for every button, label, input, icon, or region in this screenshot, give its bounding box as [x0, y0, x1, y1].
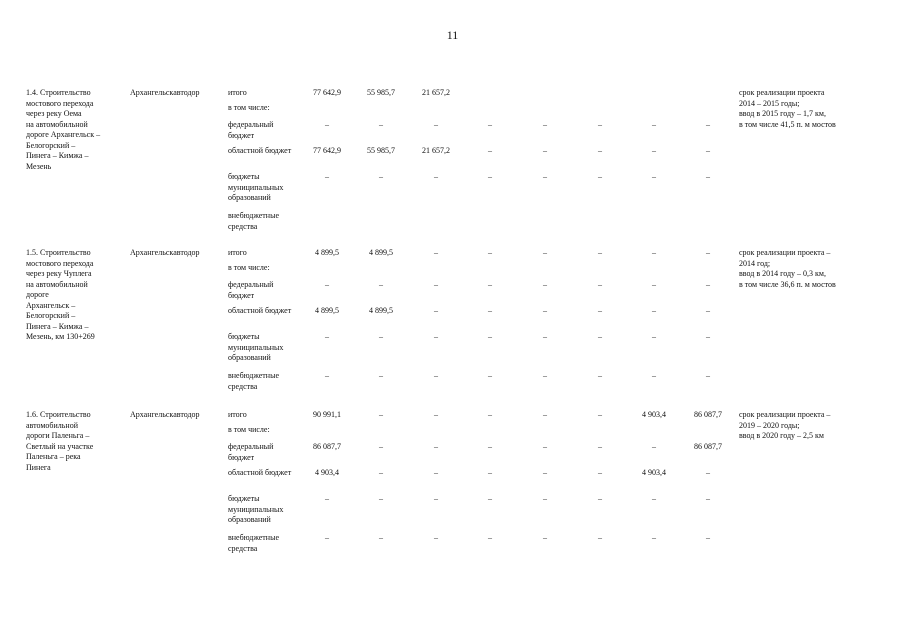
funding-source-label: бюджеты муниципальных образований	[228, 172, 284, 202]
value-cell: 86 087,7	[313, 442, 341, 451]
funding-source-label: в том числе:	[228, 425, 270, 434]
value-cell: –	[652, 371, 656, 380]
value-cell: 4 903,4	[315, 468, 339, 477]
value-cell: –	[652, 248, 656, 257]
value-cell: –	[325, 332, 329, 341]
funding-source-label: областной бюджет	[228, 468, 292, 477]
measure-name: 1.4. Строительство мостового перехода через реку Оема на автомобильной дороге Архангельск – Белогорский – Пинега – Кимжа – Мезень	[26, 88, 101, 171]
value-cell: –	[543, 280, 547, 289]
value-cell: –	[379, 533, 383, 542]
value-cell: –	[434, 306, 438, 315]
value-cell: –	[379, 280, 383, 289]
value-cell: –	[434, 442, 438, 451]
value-cell: –	[652, 533, 656, 542]
value-cell: –	[434, 410, 438, 419]
value-cell: –	[434, 533, 438, 542]
value-cell: –	[706, 371, 710, 380]
measure-name: 1.6. Строительство автомобильной дороги Паленьга – Светлый на участке Паленьга – река Пинега	[26, 410, 94, 472]
value-cell: –	[598, 146, 602, 155]
value-cell: –	[706, 146, 710, 155]
value-cell: –	[488, 280, 492, 289]
value-cell: –	[325, 371, 329, 380]
value-cell: –	[598, 494, 602, 503]
value-cell: –	[325, 280, 329, 289]
value-cell: –	[379, 442, 383, 451]
funding-source-label: бюджеты муниципальных образований	[228, 332, 284, 362]
executor: Архангельскавтодор	[130, 410, 200, 419]
page-number: 11	[446, 28, 459, 42]
value-cell: –	[434, 468, 438, 477]
value-cell: –	[488, 442, 492, 451]
value-cell: –	[488, 146, 492, 155]
value-cell: –	[652, 146, 656, 155]
value-cell: –	[598, 468, 602, 477]
value-cell: –	[706, 280, 710, 289]
value-cell: 86 087,7	[694, 410, 722, 419]
funding-source-label: федеральный бюджет	[228, 120, 274, 140]
value-cell: –	[325, 172, 329, 181]
value-cell: –	[379, 172, 383, 181]
funding-source-label: внебюджетные средства	[228, 211, 279, 231]
value-cell: –	[379, 494, 383, 503]
funding-source-label: в том числе:	[228, 263, 270, 272]
value-cell: –	[706, 468, 710, 477]
funding-source-label: итого	[228, 88, 247, 97]
value-cell: –	[652, 332, 656, 341]
value-cell: –	[488, 533, 492, 542]
value-cell: 4 903,4	[642, 410, 666, 419]
funding-source-label: в том числе:	[228, 103, 270, 112]
value-cell: –	[488, 306, 492, 315]
value-cell: –	[706, 533, 710, 542]
value-cell: 55 985,7	[367, 88, 395, 97]
value-cell: –	[543, 468, 547, 477]
value-cell: –	[543, 494, 547, 503]
value-cell: –	[434, 172, 438, 181]
funding-source-label: внебюджетные средства	[228, 533, 279, 553]
value-cell: –	[434, 371, 438, 380]
value-cell: –	[598, 442, 602, 451]
value-cell: –	[488, 410, 492, 419]
funding-source-label: федеральный бюджет	[228, 442, 274, 462]
value-cell: –	[379, 410, 383, 419]
value-cell: –	[543, 306, 547, 315]
value-cell: –	[543, 172, 547, 181]
funding-source-label: внебюджетные средства	[228, 371, 279, 391]
value-cell: –	[543, 146, 547, 155]
value-cell: –	[598, 533, 602, 542]
executor: Архангельскавтодор	[130, 88, 200, 97]
value-cell: –	[379, 468, 383, 477]
value-cell: –	[379, 332, 383, 341]
value-cell: 90 991,1	[313, 410, 341, 419]
funding-source-label: федеральный бюджет	[228, 280, 274, 300]
value-cell: –	[434, 120, 438, 129]
value-cell: –	[379, 120, 383, 129]
value-cell: –	[543, 442, 547, 451]
value-cell: –	[652, 172, 656, 181]
value-cell: –	[598, 371, 602, 380]
value-cell: 4 899,5	[315, 248, 339, 257]
value-cell: –	[434, 280, 438, 289]
project-note: срок реализации проекта – 2014 год; ввод в 2014 году – 0,3 км, в том числе 36,6 п. м мостов	[739, 248, 836, 289]
funding-source-label: областной бюджет	[228, 146, 292, 155]
value-cell: –	[598, 332, 602, 341]
value-cell: –	[488, 120, 492, 129]
value-cell: 4 899,5	[369, 306, 393, 315]
value-cell: –	[543, 120, 547, 129]
value-cell: 21 657,2	[422, 146, 450, 155]
value-cell: 77 642,9	[313, 146, 341, 155]
value-cell: –	[434, 332, 438, 341]
value-cell: –	[598, 306, 602, 315]
value-cell: –	[543, 533, 547, 542]
value-cell: 4 899,5	[369, 248, 393, 257]
value-cell: –	[598, 280, 602, 289]
value-cell: 4 899,5	[315, 306, 339, 315]
value-cell: –	[543, 371, 547, 380]
value-cell: 55 985,7	[367, 146, 395, 155]
value-cell: –	[325, 120, 329, 129]
funding-source-label: областной бюджет	[228, 306, 292, 315]
value-cell: –	[543, 410, 547, 419]
value-cell: –	[488, 468, 492, 477]
value-cell: 77 642,9	[313, 88, 341, 97]
project-note: срок реализации проекта 2014 – 2015 годы; ввод в 2015 году – 1,7 км, в том числе 41,5 п. м мостов	[739, 88, 836, 129]
value-cell: –	[488, 172, 492, 181]
value-cell: –	[325, 494, 329, 503]
value-cell: –	[488, 494, 492, 503]
value-cell: –	[598, 410, 602, 419]
value-cell: –	[598, 248, 602, 257]
funding-source-label: итого	[228, 248, 247, 257]
value-cell: –	[325, 533, 329, 542]
value-cell: –	[379, 371, 383, 380]
value-cell: –	[488, 332, 492, 341]
value-cell: –	[706, 120, 710, 129]
value-cell: 86 087,7	[694, 442, 722, 451]
funding-source-label: итого	[228, 410, 247, 419]
measure-name: 1.5. Строительство мостового перехода через реку Чуплега на автомобильной дороге Архангельск – Белогорский – Пинега – Кимжа – Мезень, км 130+269	[26, 248, 95, 341]
value-cell: –	[543, 332, 547, 341]
value-cell: –	[598, 172, 602, 181]
value-cell: 21 657,2	[422, 88, 450, 97]
project-note: срок реализации проекта – 2019 – 2020 годы; ввод в 2020 году – 2,5 км	[739, 410, 831, 440]
value-cell: –	[652, 120, 656, 129]
value-cell: –	[488, 371, 492, 380]
value-cell: –	[706, 332, 710, 341]
value-cell: –	[706, 172, 710, 181]
value-cell: –	[543, 248, 547, 257]
value-cell: –	[652, 306, 656, 315]
funding-source-label: бюджеты муниципальных образований	[228, 494, 284, 524]
value-cell: –	[488, 248, 492, 257]
value-cell: –	[434, 494, 438, 503]
value-cell: –	[706, 248, 710, 257]
value-cell: –	[434, 248, 438, 257]
value-cell: –	[598, 120, 602, 129]
value-cell: 4 903,4	[642, 468, 666, 477]
value-cell: –	[706, 494, 710, 503]
executor: Архангельскавтодор	[130, 248, 200, 257]
value-cell: –	[652, 280, 656, 289]
value-cell: –	[652, 442, 656, 451]
value-cell: –	[652, 494, 656, 503]
value-cell: –	[706, 306, 710, 315]
